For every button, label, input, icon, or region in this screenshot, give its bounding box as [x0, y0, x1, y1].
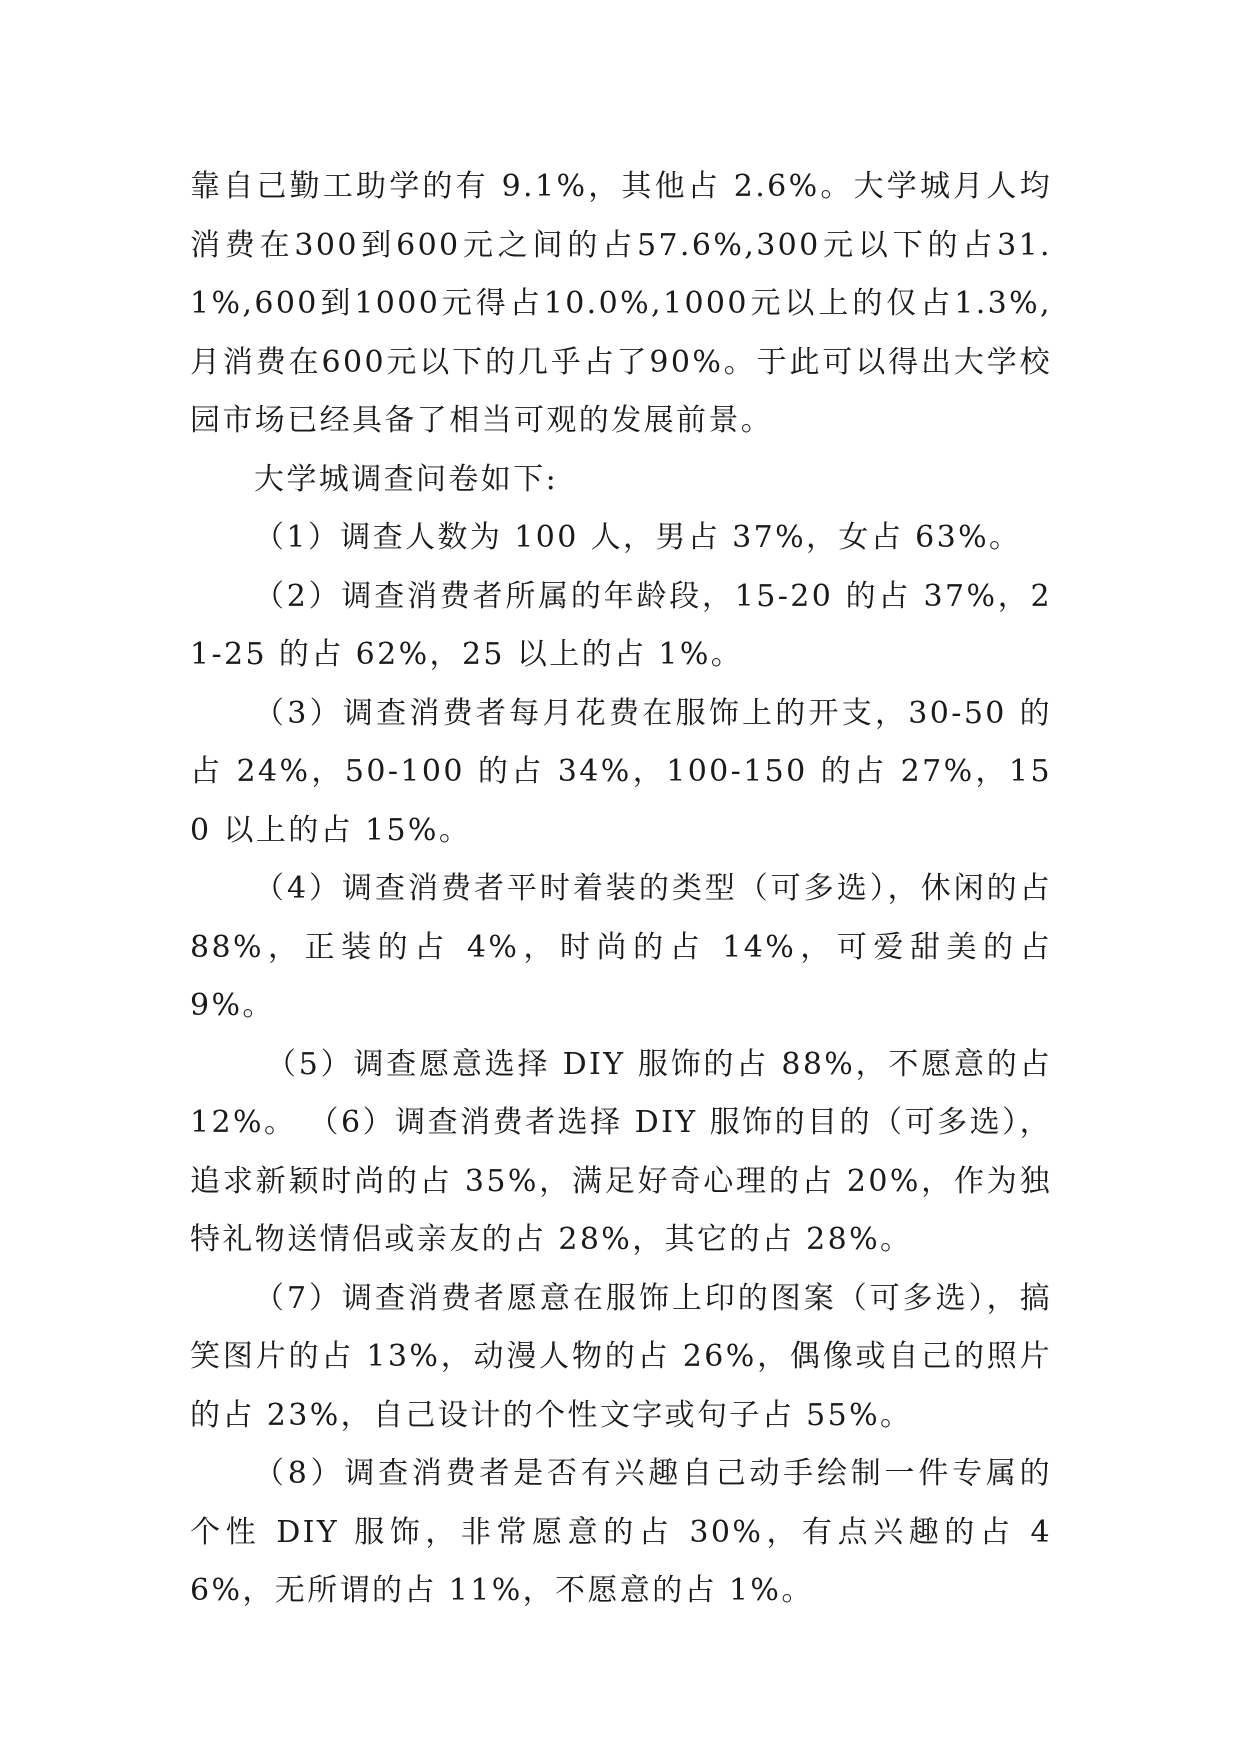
- paragraph-survey-item-5-6: （5）调查愿意选择 DIY 服饰的占 88%，不愿意的占 12%。 （6）调查消费者选择 DIY 服饰的目的（可多选），追求新颖时尚的占 35%，满足好奇心理的占 20%，作为独特礼物送情侣或亲友的占 28%，其它的占 28%。: [190, 1046, 1052, 1257]
- paragraph-consumption-summary: 靠自己勤工助学的有 9.1%，其他占 2.6%。大学城月人均消费在300到600元之间的占57.6%,300元以下的占31.1%,600到1000元得占10.0%,1000元以上的仅占1.3%,月消费在600元以下的几乎占了90%。于此可以得出大学校园市场已经具备了相当可观的发展前景。: [190, 169, 1052, 438]
- paragraph-survey-item-7: （7）调查消费者愿意在服饰上印的图案（可多选），搞笑图片的占 13%，动漫人物的占 26%，偶像或自己的照片的占 23%，自己设计的个性文字或句子占 55%。: [190, 1280, 1052, 1433]
- document-body: [190, 158, 1052, 1621]
- paragraph-survey-item-2: （2）调查消费者所属的年龄段，15-20 的占 37%，21-25 的占 62%，25 以上的占 1%。: [190, 578, 1052, 672]
- paragraph-survey-item-3: （3）调查消费者每月花费在服饰上的开支，30-50 的占 24%，50-100 的占 34%，100-150 的占 27%，150 以上的占 15%。: [190, 695, 1052, 848]
- paragraph-survey-item-1: （1）调查人数为 100 人，男占 37%，女占 63%。: [254, 520, 1022, 555]
- paragraph-survey-item-4: （4）调查消费者平时着装的类型（可多选），休闲的占 88%，正装的占 4%，时尚的占 14%，可爱甜美的占 9%。: [190, 871, 1052, 1023]
- paragraph-survey-intro: 大学城调查问卷如下:: [254, 461, 559, 497]
- paragraph-survey-item-8: （8）调查消费者是否有兴趣自己动手绘制一件专属的个性 DIY 服饰，非常愿意的占 30%，有点兴趣的占 46%，无所谓的占 11%，不愿意的占 1%。: [190, 1456, 1052, 1608]
